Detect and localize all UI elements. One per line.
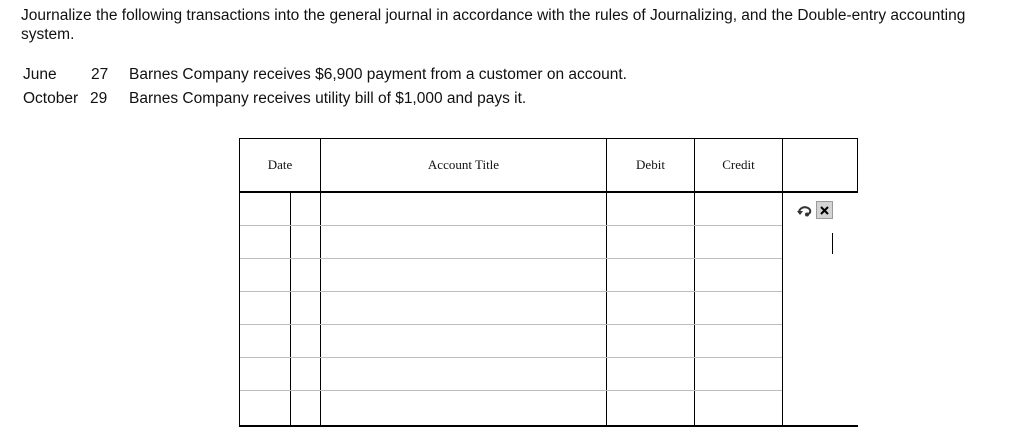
date-month-input[interactable]: [240, 358, 290, 391]
date-day-input[interactable]: [291, 259, 320, 292]
debit-input[interactable]: [607, 226, 694, 259]
journal-cell: [321, 358, 606, 391]
transaction-description: Barnes Company receives $6,900 payment from a customer on account.: [129, 66, 627, 83]
date-month-input[interactable]: [240, 391, 290, 424]
text-cursor: [832, 233, 833, 254]
journal-cell: [695, 292, 782, 325]
date-day-input[interactable]: [291, 391, 320, 424]
transaction-day: 27: [91, 66, 109, 83]
account-title-input[interactable]: [321, 292, 606, 325]
credit-input[interactable]: [695, 226, 782, 259]
date-month-input[interactable]: [240, 259, 290, 292]
journal-cell: [607, 226, 694, 259]
date-month-input[interactable]: [240, 226, 290, 259]
close-icon[interactable]: [816, 201, 833, 219]
instructions-text: Journalize the following transactions into the general journal in accordance with the rules of Journalizing, and the Double-entry accounting system.: [21, 7, 966, 43]
journal-cell: [291, 358, 320, 391]
journal-cell: [695, 259, 782, 292]
account-title-input[interactable]: [321, 391, 606, 424]
credit-input[interactable]: [695, 325, 782, 358]
account-title-input[interactable]: [321, 193, 606, 226]
journal-cell: [607, 193, 694, 226]
transaction-month: October: [23, 90, 79, 107]
journal-cell: [321, 391, 606, 424]
account-title-input[interactable]: [321, 358, 606, 391]
table-right-border: [857, 138, 858, 193]
debit-input[interactable]: [607, 391, 694, 424]
transaction-day: 29: [90, 90, 108, 107]
header-account-title: Account Title: [427, 157, 500, 172]
transaction-description: Barnes Company receives utility bill of $1,000 and pays it.: [129, 90, 527, 107]
journal-cell: [291, 391, 320, 424]
journal-cell: [291, 193, 320, 226]
journal-cell: [695, 193, 782, 226]
general-journal-table: [239, 138, 858, 427]
column-divider: [782, 138, 783, 427]
debit-input[interactable]: [607, 358, 694, 391]
date-month-input[interactable]: [240, 292, 290, 325]
journal-cell: [291, 226, 320, 259]
date-day-input[interactable]: [291, 358, 320, 391]
account-title-input[interactable]: [321, 226, 606, 259]
transaction-month: June: [23, 66, 57, 83]
date-day-input[interactable]: [291, 292, 320, 325]
journal-cell: [321, 226, 606, 259]
journal-cell: [695, 358, 782, 391]
journal-cell: [240, 226, 290, 259]
journal-cell: [695, 325, 782, 358]
journal-cell: [321, 259, 606, 292]
journal-cell: [240, 358, 290, 391]
header-debit: Debit: [636, 157, 665, 172]
debit-input[interactable]: [607, 325, 694, 358]
journal-cell: [321, 292, 606, 325]
debit-input[interactable]: [607, 259, 694, 292]
journal-cell: [695, 391, 782, 424]
journal-cell: [321, 325, 606, 358]
account-title-input[interactable]: [321, 259, 606, 292]
credit-input[interactable]: [695, 358, 782, 391]
credit-input[interactable]: [695, 292, 782, 325]
journal-cell: [607, 358, 694, 391]
journal-cell: [291, 325, 320, 358]
journal-cell: [240, 193, 290, 226]
journal-cell: [695, 226, 782, 259]
journal-cell: [291, 259, 320, 292]
debit-input[interactable]: [607, 193, 694, 226]
journal-cell: [291, 292, 320, 325]
journal-cell: [240, 292, 290, 325]
credit-input[interactable]: [695, 193, 782, 226]
date-month-input[interactable]: [240, 325, 290, 358]
header-date: Date: [267, 157, 293, 172]
journal-cell: [607, 391, 694, 424]
journal-cell: [607, 325, 694, 358]
journal-cell: [607, 292, 694, 325]
undo-icon[interactable]: [796, 203, 814, 218]
credit-input[interactable]: [695, 259, 782, 292]
date-day-input[interactable]: [291, 193, 320, 226]
credit-input[interactable]: [695, 391, 782, 424]
account-title-input[interactable]: [321, 325, 606, 358]
journal-cell: [240, 391, 290, 424]
journal-cell: [240, 259, 290, 292]
debit-input[interactable]: [607, 292, 694, 325]
date-day-input[interactable]: [291, 325, 320, 358]
date-month-input[interactable]: [240, 193, 290, 226]
date-day-input[interactable]: [291, 226, 320, 259]
header-credit: Credit: [722, 157, 755, 172]
journal-cell: [240, 325, 290, 358]
journal-cell: [607, 259, 694, 292]
journal-cell: [321, 193, 606, 226]
